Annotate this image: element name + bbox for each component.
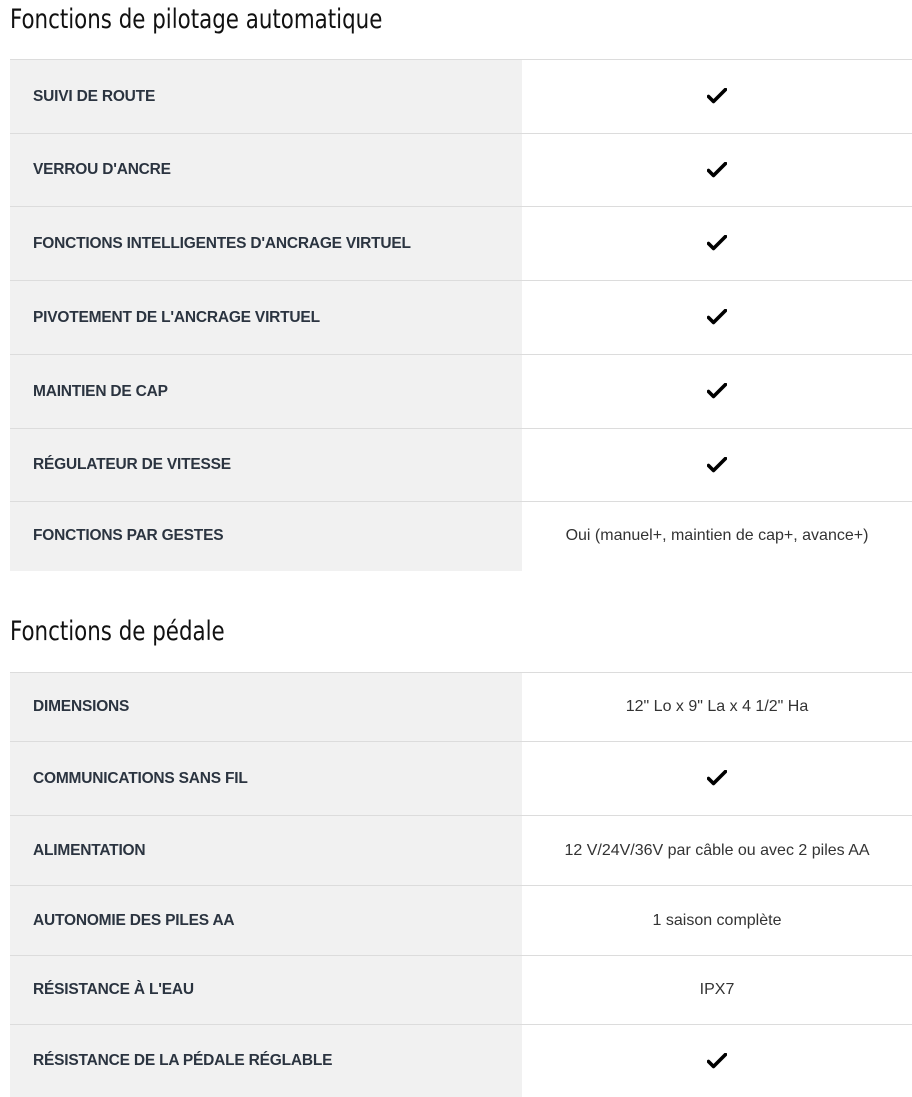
- spec-value: IPX7: [699, 981, 735, 998]
- table-row: [10, 886, 912, 956]
- section-title-autopilot: Fonctions de pilotage automatique: [10, 4, 383, 35]
- spec-label: RÉSISTANCE DE LA PÉDALE RÉGLABLE: [10, 1025, 522, 1097]
- spec-value: [522, 207, 912, 281]
- checkmark-icon: [707, 88, 727, 104]
- table-row: [10, 502, 912, 571]
- spec-value: [522, 60, 912, 134]
- table-row: [10, 742, 912, 816]
- section-title-pedal: Fonctions de pédale: [10, 616, 225, 647]
- table-row: [10, 429, 912, 502]
- autopilot-spec-table: [10, 59, 912, 571]
- table-row: [10, 207, 912, 281]
- table-row: [10, 355, 912, 429]
- table-row: [10, 956, 912, 1025]
- table-row: [10, 816, 912, 886]
- spec-value: [522, 134, 912, 207]
- spec-label: RÉGULATEUR DE VITESSE: [10, 429, 522, 502]
- spec-value: Oui (manuel+, maintien de cap+, avance+): [565, 527, 869, 545]
- spec-value: [522, 355, 912, 429]
- table-row: [10, 673, 912, 742]
- spec-label: ALIMENTATION: [10, 816, 522, 886]
- spec-value: 12 V/24V/36V par câble ou avec 2 piles AA: [564, 841, 870, 859]
- spec-value: [522, 281, 912, 355]
- spec-label: FONCTIONS INTELLIGENTES D'ANCRAGE VIRTUEL: [10, 207, 522, 281]
- spec-label: DIMENSIONS: [10, 673, 522, 742]
- spec-value: 1 saison complète: [652, 911, 782, 929]
- spec-label: RÉSISTANCE À L'EAU: [10, 956, 522, 1025]
- checkmark-icon: [707, 457, 727, 473]
- spec-label: MAINTIEN DE CAP: [10, 355, 522, 429]
- checkmark-icon: [707, 383, 727, 399]
- table-row: [10, 134, 912, 207]
- spec-label: AUTONOMIE DES PILES AA: [10, 886, 522, 956]
- checkmark-icon: [707, 1053, 727, 1069]
- table-row: [10, 60, 912, 134]
- spec-value: 12" Lo x 9" La x 4 1/2" Ha: [625, 698, 809, 715]
- pedal-spec-table: [10, 672, 912, 1097]
- spec-label: VERROU D'ANCRE: [10, 134, 522, 207]
- spec-label: COMMUNICATIONS SANS FIL: [10, 742, 522, 816]
- table-row: [10, 281, 912, 355]
- spec-value: [522, 429, 912, 502]
- spec-value: [522, 742, 912, 816]
- checkmark-icon: [707, 235, 727, 251]
- checkmark-icon: [707, 770, 727, 786]
- checkmark-icon: [707, 309, 727, 325]
- spec-label: PIVOTEMENT DE L'ANCRAGE VIRTUEL: [10, 281, 522, 355]
- spec-label: SUIVI DE ROUTE: [10, 60, 522, 134]
- spec-label: FONCTIONS PAR GESTES: [10, 502, 522, 571]
- checkmark-icon: [707, 162, 727, 178]
